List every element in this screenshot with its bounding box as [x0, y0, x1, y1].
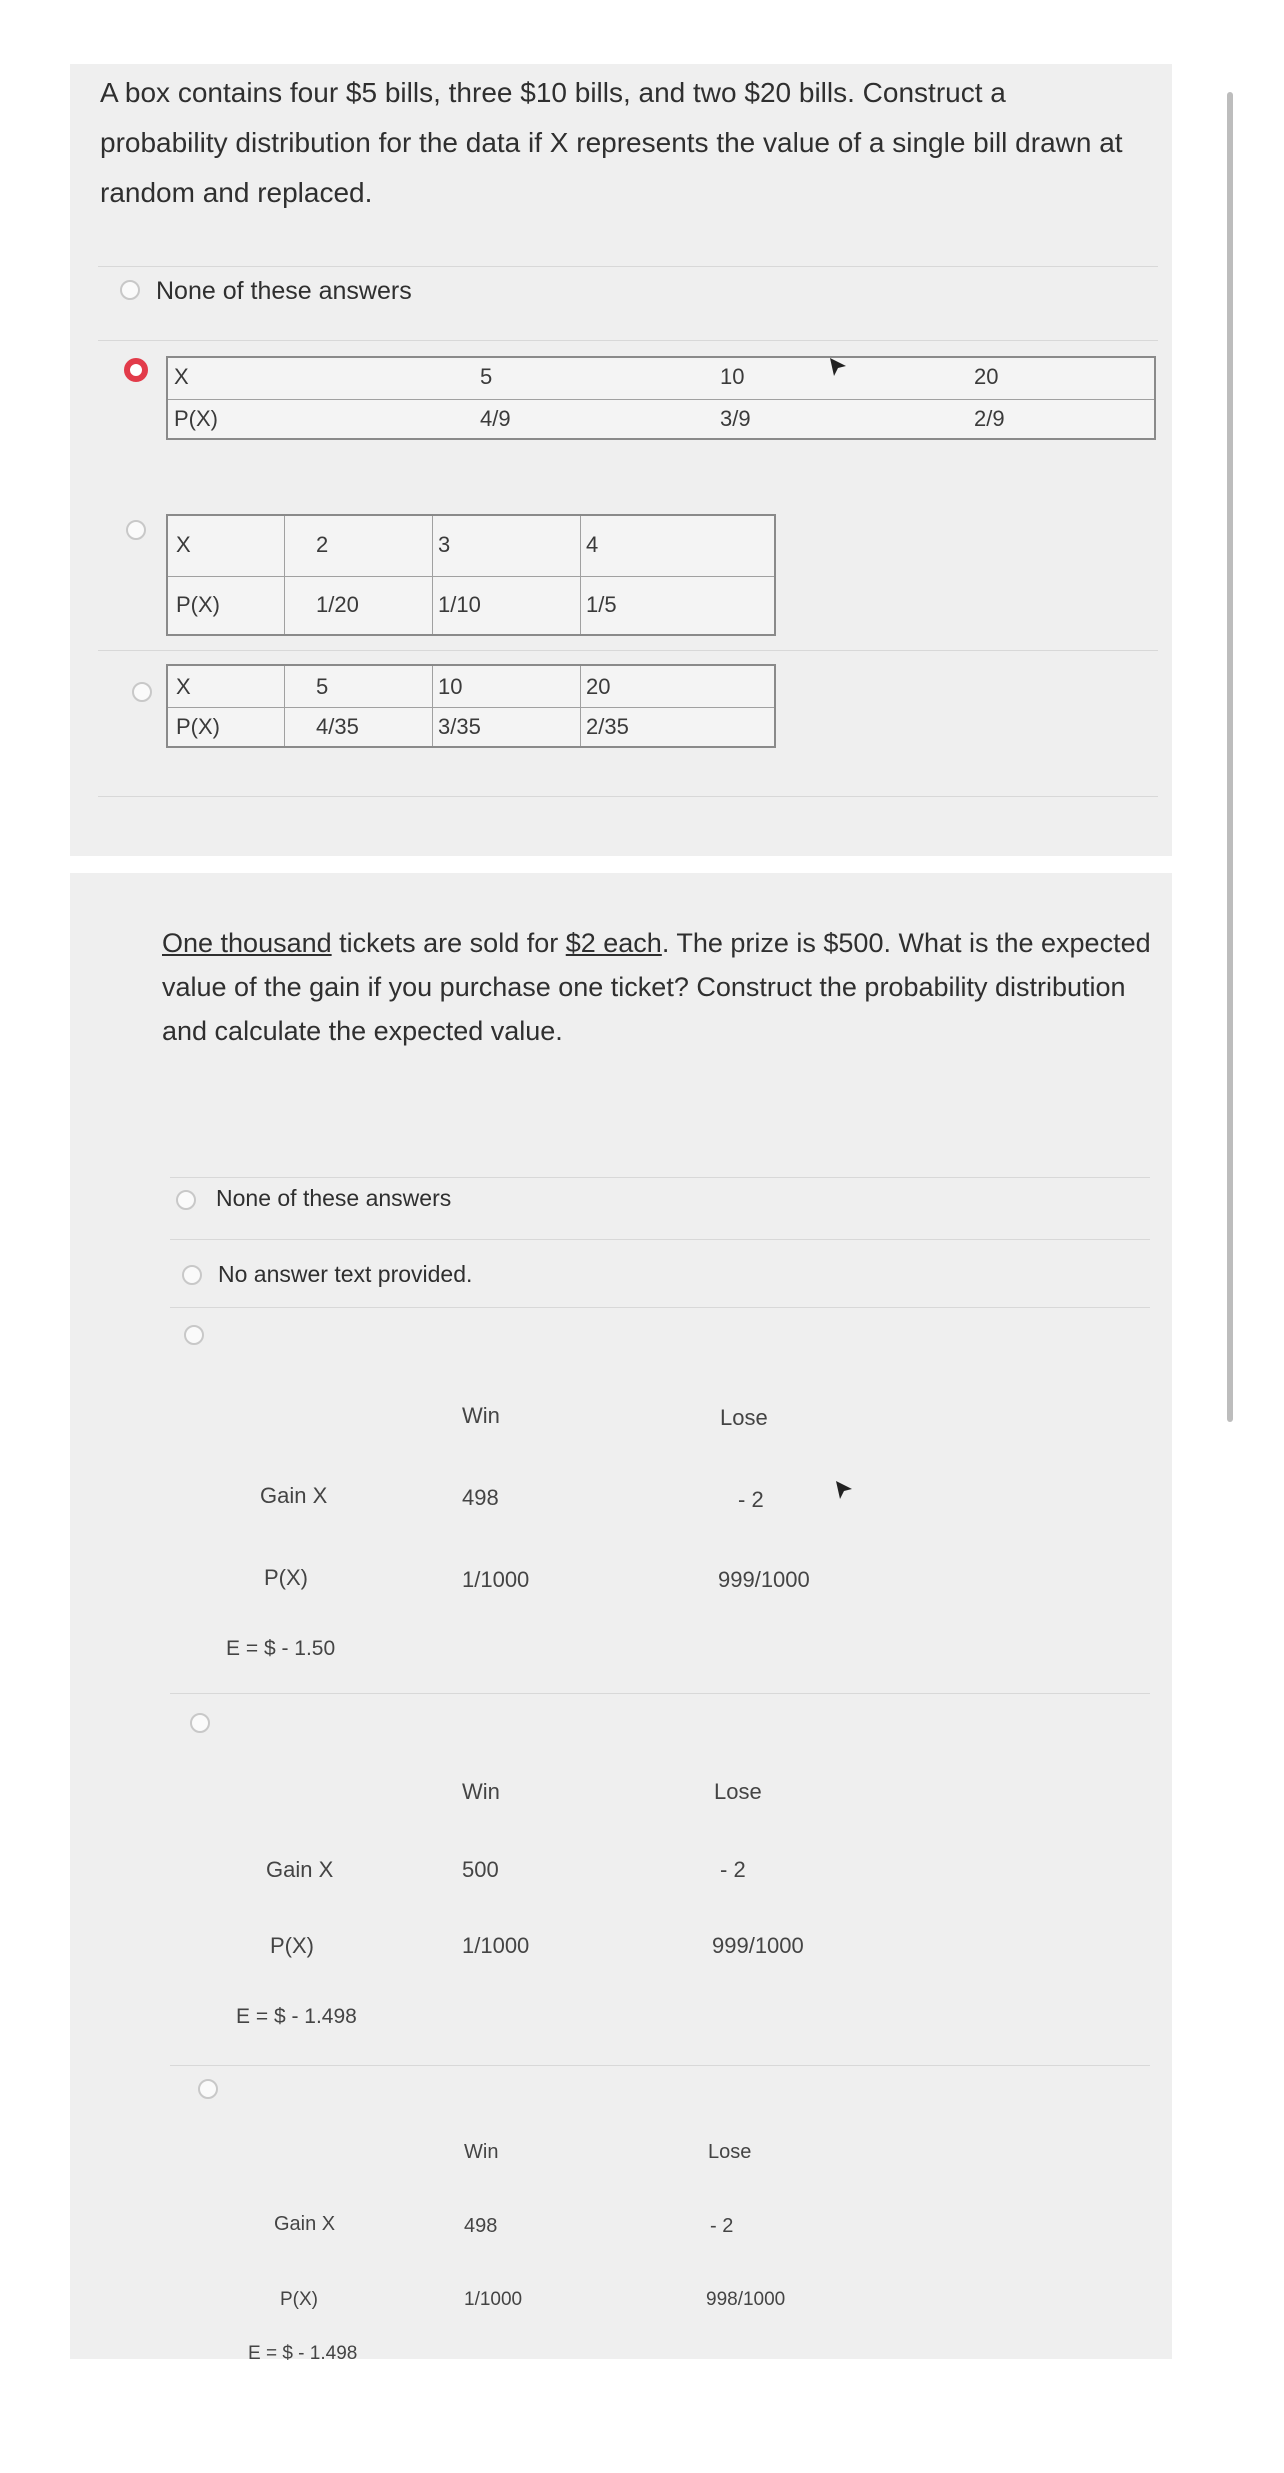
question-2-text-part: . The prize is $500. What is the expected value of the gain if you purchase one ticket? Construct the probability distribution and calculate the expected value.: [162, 928, 1151, 1046]
q1-radio-option-a[interactable]: [124, 358, 148, 382]
x-value: 20: [974, 364, 999, 389]
q1-option-a-table[interactable]: [166, 356, 1156, 440]
divider: [170, 1693, 1150, 1694]
gain-label: Gain X: [260, 1483, 328, 1508]
question-2-underlined-price: $2 each: [565, 928, 662, 958]
q2-radio-option-b[interactable]: [190, 1713, 210, 1733]
gain-win: 498: [462, 1485, 499, 1510]
px-lose: 999/1000: [718, 1567, 810, 1592]
question-1-panel: [70, 64, 1172, 856]
win-header: Win: [464, 2141, 499, 2163]
divider: [170, 1177, 1150, 1178]
lose-header: Lose: [714, 1779, 762, 1804]
divider: [98, 266, 1158, 267]
question-2-panel: [70, 873, 1172, 2364]
px-value: 4/35: [316, 714, 359, 739]
x-value: 3: [438, 532, 451, 557]
px-label: P(X): [270, 1933, 314, 1958]
x-value: 5: [480, 364, 493, 389]
q1-option-c-table[interactable]: [166, 664, 776, 748]
px-value: 3/9: [720, 406, 751, 431]
x-value: 10: [438, 674, 463, 699]
win-header: Win: [462, 1403, 500, 1428]
px-header: P(X): [174, 406, 218, 431]
px-value: 1/10: [438, 592, 481, 617]
gain-win: 498: [464, 2215, 498, 2237]
mouse-pointer-icon: [826, 356, 850, 380]
px-header: P(X): [176, 714, 220, 739]
gain-lose: - 2: [738, 1487, 764, 1512]
x-header: X: [176, 674, 191, 699]
q1-radio-option-c[interactable]: [132, 682, 152, 702]
q1-radio-option-b[interactable]: [126, 520, 146, 540]
expected-value: E = $ - 1.498: [248, 2343, 358, 2364]
x-header: X: [176, 532, 191, 557]
q2-option-no-answer-label: No answer text provided.: [218, 1261, 473, 1287]
gain-label: Gain X: [266, 1857, 334, 1882]
x-value: 4: [586, 532, 599, 557]
gain-lose: - 2: [720, 1857, 746, 1882]
q2-radio-option-c[interactable]: [198, 2079, 218, 2099]
q1-option-b-table[interactable]: [166, 514, 776, 636]
px-value: 1/5: [586, 592, 617, 617]
px-win: 1/1000: [464, 2289, 523, 2310]
px-label: P(X): [264, 1565, 308, 1590]
divider: [98, 796, 1158, 797]
px-value: 4/9: [480, 406, 511, 431]
divider: [170, 2065, 1150, 2066]
question-1-text: A box contains four $5 bills, three $10 bills, and two $20 bills. Construct a probability distribution for the data if X represents the value of a single bill drawn at random and replaced.: [100, 77, 1123, 208]
expected-value: E = $ - 1.50: [226, 1637, 336, 1660]
gain-label: Gain X: [274, 2213, 336, 2235]
x-value: 5: [316, 674, 329, 699]
px-header: P(X): [176, 592, 220, 617]
x-header: X: [174, 364, 189, 389]
scrollbar[interactable]: [1227, 92, 1233, 1422]
question-2-underlined-quantity: One thousand: [162, 928, 332, 958]
q2-radio-option-a[interactable]: [184, 1325, 204, 1345]
q1-radio-none[interactable]: [120, 280, 140, 300]
divider: [170, 1239, 1150, 1240]
win-header: Win: [462, 1779, 500, 1804]
px-value: 3/35: [438, 714, 481, 739]
mouse-pointer-icon: [832, 1479, 856, 1503]
lose-header: Lose: [720, 1405, 768, 1430]
lose-header: Lose: [708, 2141, 752, 2163]
q2-radio-no-answer[interactable]: [182, 1265, 202, 1285]
px-lose: 999/1000: [712, 1933, 804, 1958]
divider: [170, 1307, 1150, 1308]
q2-option-none-label: None of these answers: [216, 1185, 452, 1211]
expected-value: E = $ - 1.498: [236, 2005, 357, 2028]
gain-win: 500: [462, 1857, 499, 1882]
q2-radio-none[interactable]: [176, 1190, 196, 1210]
px-win: 1/1000: [462, 1567, 530, 1592]
x-value: 2: [316, 532, 329, 557]
question-2-text: [162, 921, 1152, 1053]
gain-lose: - 2: [710, 2215, 734, 2237]
question-2-text-part: tickets are sold for: [331, 928, 566, 958]
px-value: 2/9: [974, 406, 1005, 431]
px-lose: 998/1000: [706, 2289, 786, 2310]
x-value: 20: [586, 674, 611, 699]
x-value: 10: [720, 364, 745, 389]
px-value: 1/20: [316, 592, 359, 617]
divider: [98, 340, 1158, 341]
divider: [98, 650, 1158, 651]
px-win: 1/1000: [462, 1933, 530, 1958]
px-value: 2/35: [586, 714, 629, 739]
px-label: P(X): [280, 2289, 318, 2310]
q1-option-none-label: None of these answers: [156, 277, 412, 305]
